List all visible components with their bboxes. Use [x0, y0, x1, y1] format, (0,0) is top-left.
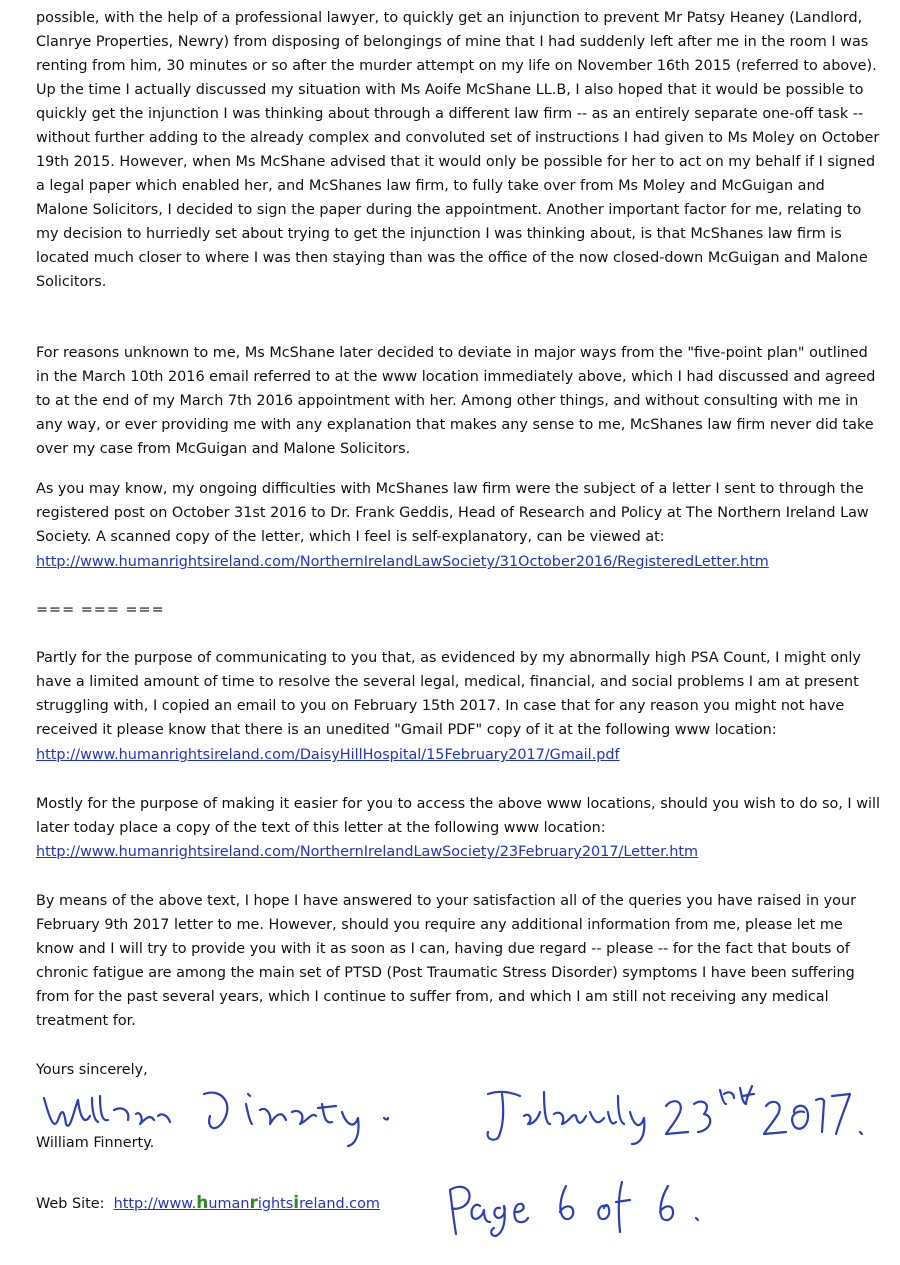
- paragraph-injunction: possible, with the help of a professional lawyer, to quickly get an injunction to prevent Mr Patsy Heaney (Landlord, Clanrye Properties, Newry) from disposing of belongings of mine that I had suddenly left after me in the room I was renting from him, 30 minutes or so after the murder attempt on my life on November 16th 2015 (referred to above). Up the time I actually discussed my situation with Ms Aoife McShane LL.B, I also hoped that it would be possible to quickly get the injunction I was thinking about through a different law firm -- as an entirely separate one-off task -- without further adding to the already complex and convoluted set of instructions I had given to Ms Moley on October 19th 2015. However, when Ms McShane advised that it would only be possible for her to act on my behalf if I signed a legal paper which enabled her, and McShanes law firm, to fully take over from Ms Moley and McGuigan and Malone Solicitors, I decided to sign the paper during the appointment. Another important factor for me, relating to my decision to hurriedly set about trying to get the injunction I was thinking about, is that McShanes law firm is located much closer to where I was then staying than was the office of the now closed-down McGuigan and Malone Solicitors.: [36, 10, 880, 290]
- paragraph-five-point-plan: For reasons unknown to me, Ms McShane later decided to deviate in major ways from the "five-point plan" outlined in the March 10th 2016 email referred to at the www location immediately above, which I had discussed and agreed to at the end of my March 7th 2016 appointment with her. Among other things, and without consulting with me in any way, or ever providing me with any explanation that makes any sense to me, McShanes law firm never did take over my case from McGuigan and Malone Solicitors.: [36, 345, 876, 457]
- web-url-ights: ights: [257, 1196, 294, 1212]
- link-gmail-pdf-line: [36, 743, 881, 767]
- paragraph-psa-email: Partly for the purpose of communicating to you that, as evidenced by my abnormally high PSA Count, I might only have a limited amount of time to resolve the several legal, medical, financial, and social problems I am at present struggling with, I copied an email to you on February 15th 2017. In case that for any reason you might not have received it please know that there is an unedited "Gmail PDF" copy of it at the following www location:: [36, 650, 861, 738]
- paragraph-letter-copy: Mostly for the purpose of making it easier for you to access the above www locations, should you wish to do so, I will later today place a copy of the text of this letter at the following www location:: [36, 796, 880, 836]
- link-letter-copy-line: [36, 840, 881, 864]
- web-url-brand-r: r: [249, 1193, 258, 1213]
- closing-salutation: Yours sincerely,: [36, 1062, 148, 1078]
- web-url-prefix: http://www.: [113, 1196, 197, 1212]
- web-url-brand-h: h: [196, 1193, 209, 1213]
- web-url-brand-i: i: [293, 1193, 300, 1213]
- section-separator: === === ===: [36, 602, 165, 618]
- gmail-pdf-link[interactable]: http://www.humanrightsireland.com/DaisyHillHospital/15February2017/Gmail.pdf: [36, 747, 620, 763]
- paragraph-law-society-letter: As you may know, my ongoing difficulties with McShanes law firm were the subject of a letter I sent to through the registered post on October 31st 2016 to Dr. Frank Geddis, Head of Research and Policy at The Northern Ireland Law Society. A scanned copy of the letter, which I feel is self-explanatory, can be viewed at:: [36, 481, 869, 545]
- web-url-uman: uman: [208, 1196, 250, 1212]
- link-registered-letter-line: [36, 550, 881, 574]
- web-site-label: Web Site:: [36, 1196, 105, 1212]
- web-site-line: [36, 1191, 380, 1216]
- signatory-name: William Finnerty.: [36, 1135, 155, 1151]
- handwritten-page-number: [440, 1172, 740, 1242]
- web-url-suffix: reland.com: [299, 1196, 380, 1212]
- web-site-link[interactable]: [113, 1193, 380, 1213]
- paragraph-closing-remarks: By means of the above text, I hope I have answered to your satisfaction all of the queries you have raised in your February 9th 2017 letter to me. However, should you require any additional information from me, please let me know and I will try to provide you with it as soon as I can, having due regard -- please -- for the fact that bouts of chronic fatigue are among the main set of PTSD (Post Traumatic Stress Disorder) symptoms I have been suffering from for the past several years, which I continue to suffer from, and which I am still not receiving any medical treatment for.: [36, 893, 857, 1029]
- registered-letter-link[interactable]: http://www.humanrightsireland.com/NorthernIrelandLawSociety/31October2016/RegisteredLetter.htm: [36, 554, 769, 570]
- letter-copy-link[interactable]: http://www.humanrightsireland.com/NorthernIrelandLawSociety/23February2017/Letter.htm: [36, 844, 699, 860]
